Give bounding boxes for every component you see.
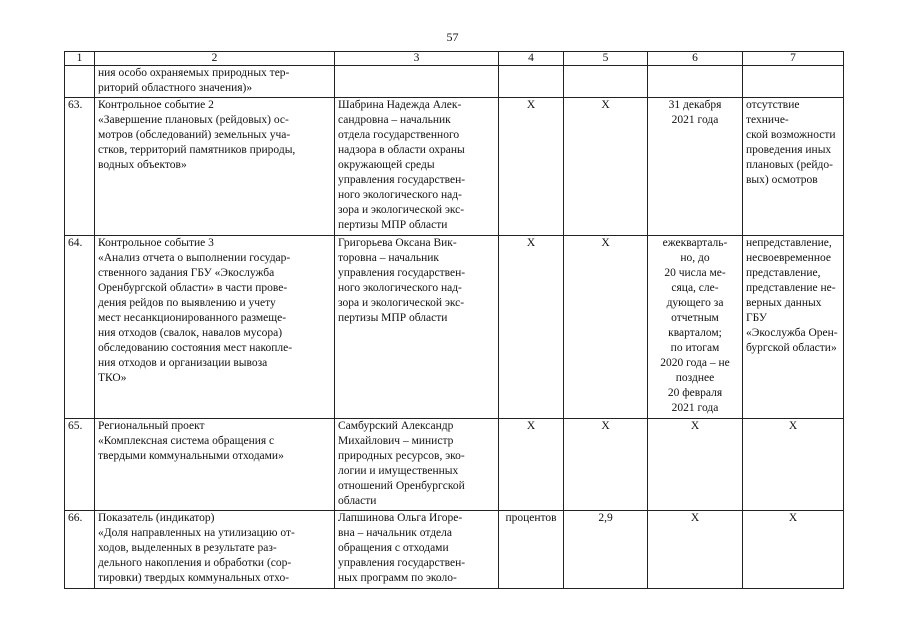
row-deadline: 31 декабря 2021 года	[648, 98, 743, 236]
column-number-row	[65, 52, 844, 66]
row-number	[65, 66, 95, 98]
row-risk	[743, 66, 844, 98]
row-responsible	[335, 66, 499, 98]
row-deadline: Х	[648, 511, 743, 589]
column-header: 5	[564, 52, 648, 66]
row-value	[564, 66, 648, 98]
table-row	[65, 511, 844, 589]
column-header: 3	[335, 52, 499, 66]
row-deadline	[648, 66, 743, 98]
row-risk: непредставление, несвоевременное представление, представление не- верных данных ГБУ «Экослужба Орен- бургской области»	[743, 236, 844, 419]
row-name: ния особо охраняемых природных тер- риторий областного значения)»	[95, 66, 335, 98]
row-unit: Х	[499, 98, 564, 236]
table-row	[65, 98, 844, 236]
column-header: 2	[95, 52, 335, 66]
row-name: Показатель (индикатор) «Доля направленных на утилизацию от- ходов, выделенных в результате раз- дельного накопления и обработки (сор- тировки) твердых коммунальных отхо-	[95, 511, 335, 589]
table-row	[65, 236, 844, 419]
row-responsible: Шабрина Надежда Алек- сандровна – начальник отдела государственного надзора в области охраны окружающей среды управления государствен- ного экологического над- зора и экологической экс- пертизы МПР области	[335, 98, 499, 236]
row-risk: Х	[743, 511, 844, 589]
row-responsible: Григорьева Оксана Вик- торовна – начальник управления государствен- ного экологического над- зора и экологической экс- пертизы МПР области	[335, 236, 499, 419]
row-value: Х	[564, 419, 648, 511]
page-number: 57	[446, 30, 459, 44]
row-number: 66.	[65, 511, 95, 589]
row-name: Региональный проект «Комплексная система обращения с твердыми коммунальными отходами»	[95, 419, 335, 511]
column-header: 7	[743, 52, 844, 66]
row-unit: процентов	[499, 511, 564, 589]
row-value: Х	[564, 98, 648, 236]
column-header: 4	[499, 52, 564, 66]
row-risk: Х	[743, 419, 844, 511]
column-header: 1	[65, 52, 95, 66]
row-value: Х	[564, 236, 648, 419]
row-unit: Х	[499, 419, 564, 511]
column-header: 6	[648, 52, 743, 66]
row-name: Контрольное событие 2 «Завершение плановых (рейдовых) ос- мотров (обследований) земельных уча- стков, территорий памятников природы, водных объектов»	[95, 98, 335, 236]
row-number: 64.	[65, 236, 95, 419]
row-name: Контрольное событие 3 «Анализ отчета о выполнении государ- ственного задания ГБУ «Экослужба Оренбургской области» в части прове- дения рейдов по выявлению и учету мест несанкционированного размеще- ния отходов (свалок, навалов мусора) обследованию состояния мест накопле- ния отходов и организации вывоза ТКО»	[95, 236, 335, 419]
row-unit: Х	[499, 236, 564, 419]
row-responsible: Самбурский Александр Михайлович – министр природных ресурсов, эко- логии и имущественных отношений Оренбургской области	[335, 419, 499, 511]
plan-table	[64, 51, 844, 589]
row-number: 65.	[65, 419, 95, 511]
row-number: 63.	[65, 98, 95, 236]
row-value: 2,9	[564, 511, 648, 589]
row-responsible: Лапшинова Ольга Игоре- вна – начальник отдела обращения с отходами управления государствен- ных программ по эколо-	[335, 511, 499, 589]
row-deadline: Х	[648, 419, 743, 511]
row-unit	[499, 66, 564, 98]
table-row	[65, 66, 844, 98]
row-risk: отсутствие техниче- ской возможности проведения иных плановых (рейдо- вых) осмотров	[743, 98, 844, 236]
table-row	[65, 419, 844, 511]
row-deadline: ежекварталь- но, до 20 числа ме- сяца, сле- дующего за отчетным кварталом; по итогам 2020 года – не позднее 20 февраля 2021 года	[648, 236, 743, 419]
